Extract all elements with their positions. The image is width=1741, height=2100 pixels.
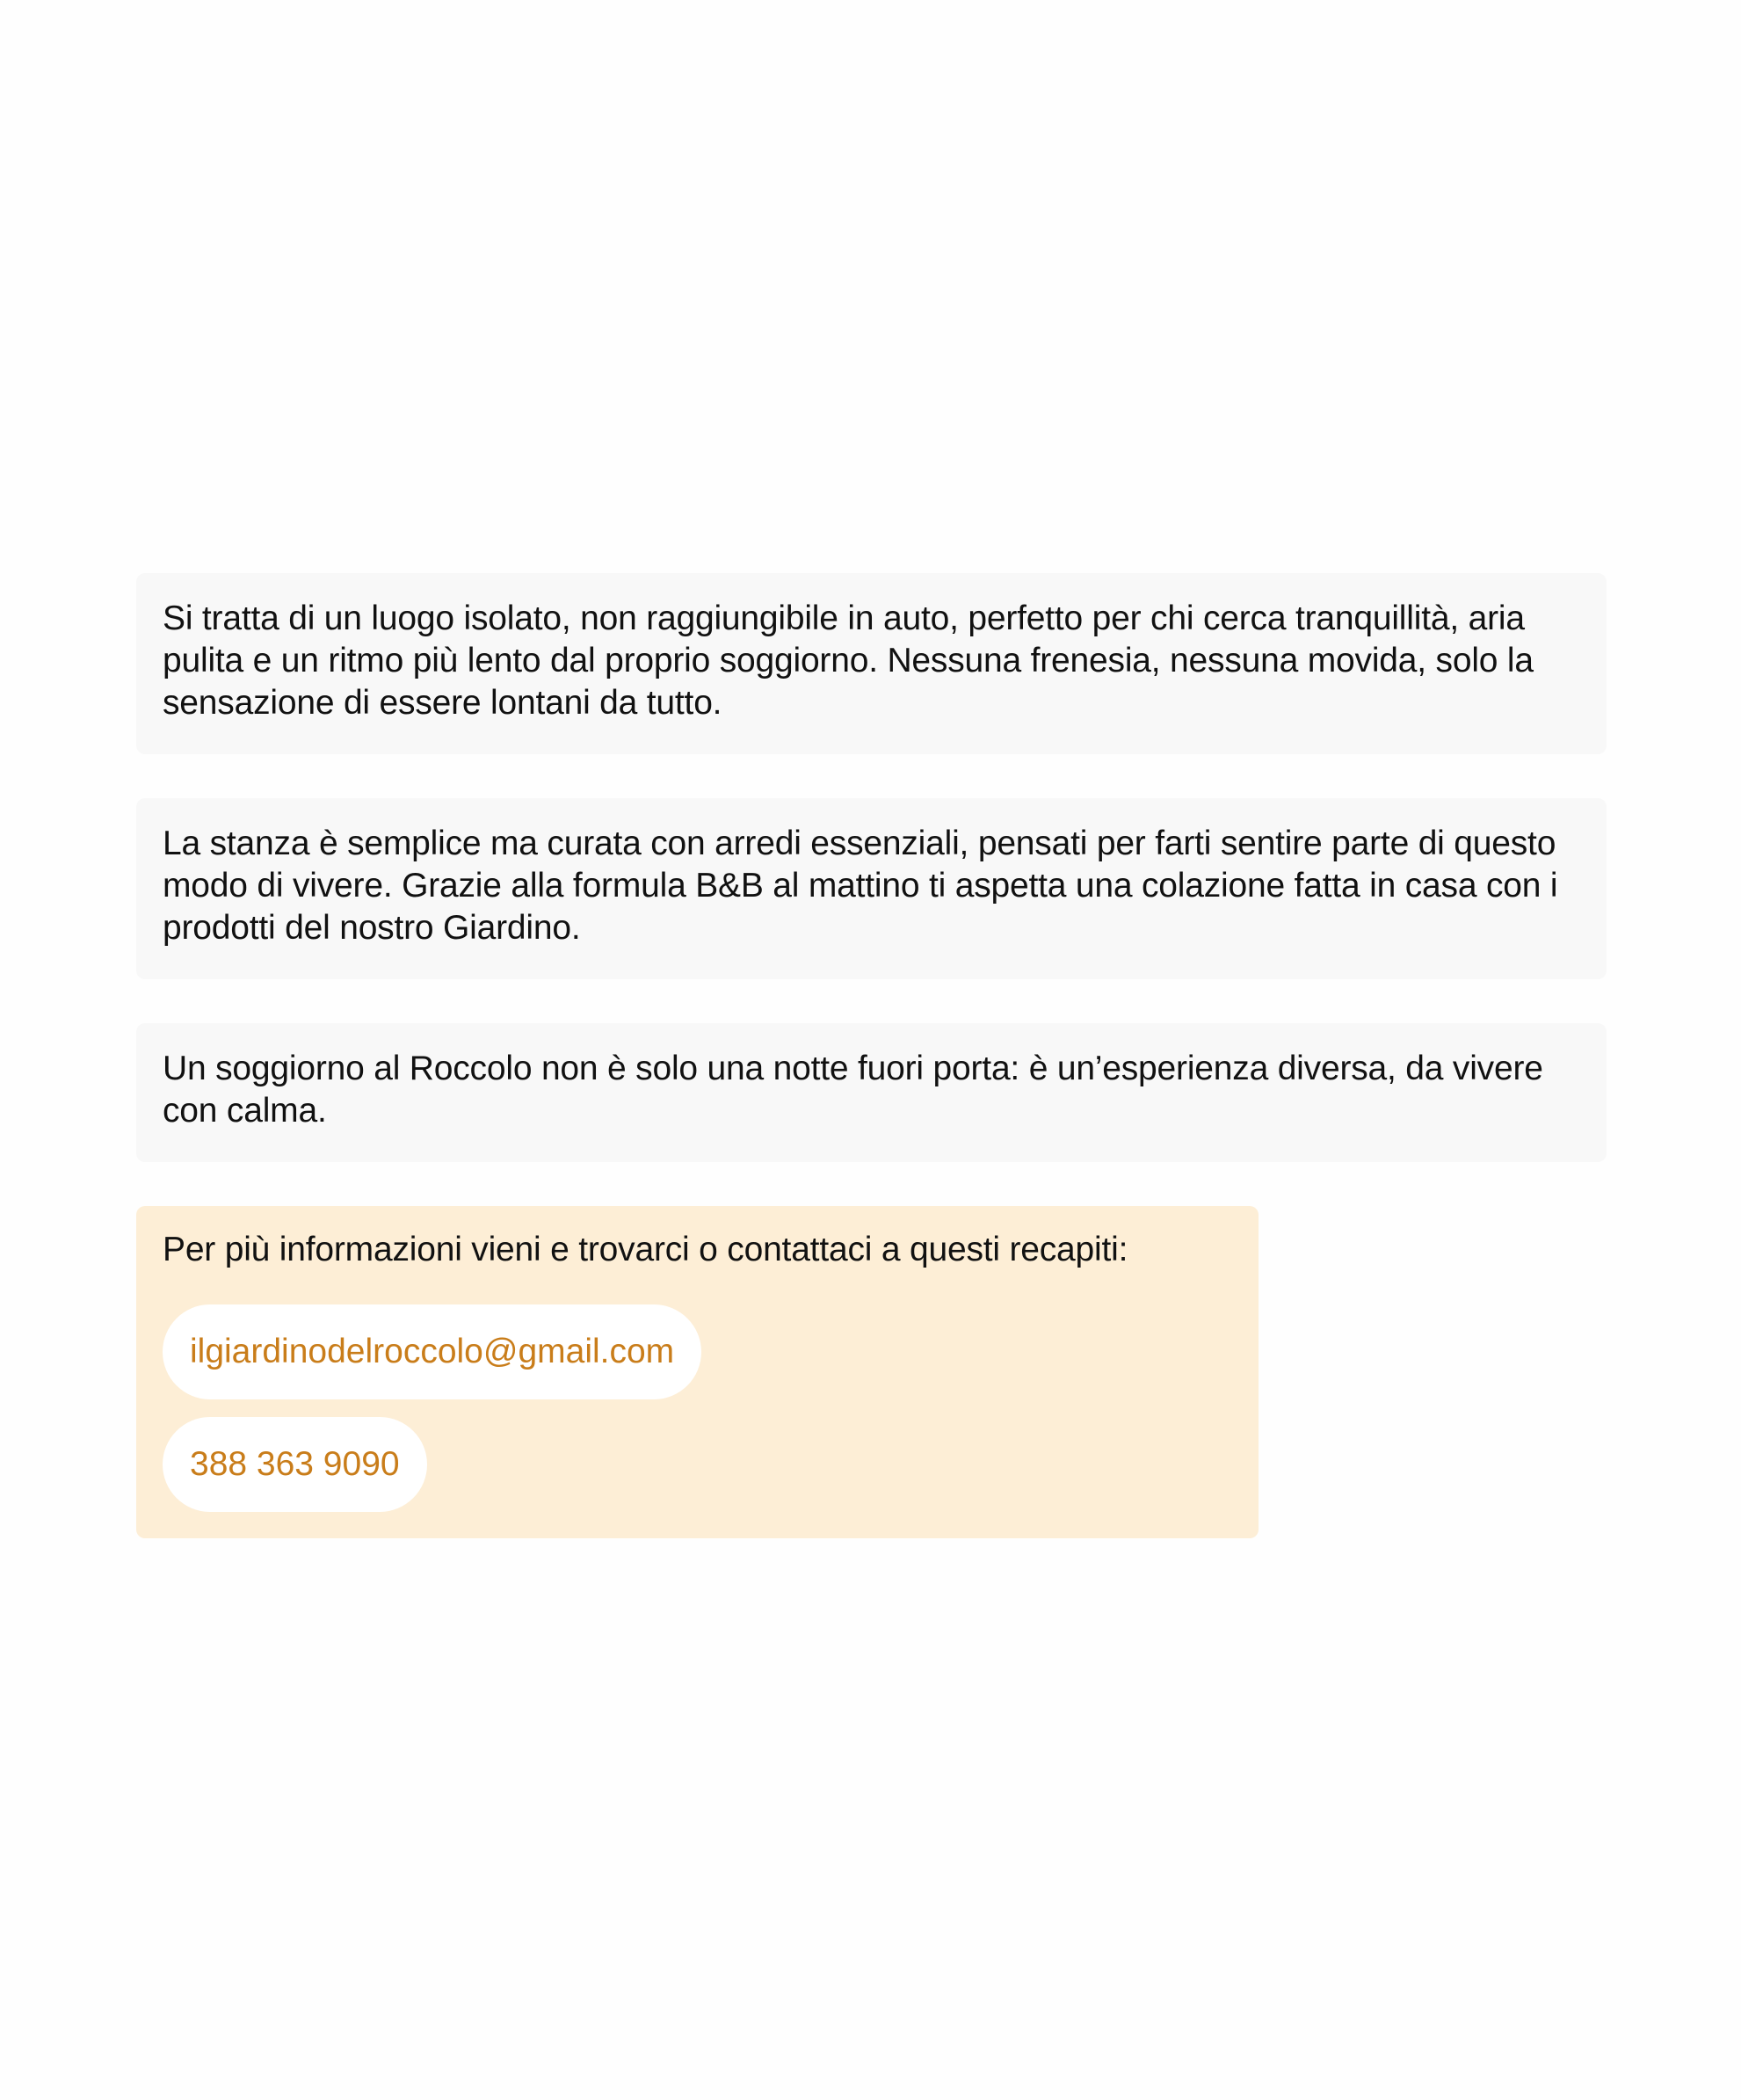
paragraph-experience: Un soggiorno al Roccolo non è solo una notte fuori porta: è un’esperienza diversa, da vivere con calma.	[163, 1050, 1543, 1130]
description-card-experience	[136, 1023, 1607, 1162]
contact-card	[136, 1206, 1259, 1538]
paragraph-room: La stanza è semplice ma curata con arredi essenziali, pensati per farti sentire parte di questo modo di vivere. Grazie alla formula B&B al mattino ti aspetta una colazione fatta in casa con i prodotti del nostro Giardino.	[163, 825, 1558, 947]
description-card-isolated-place	[136, 573, 1607, 754]
description-card-room	[136, 798, 1607, 979]
main-content	[136, 573, 1607, 1538]
email-row	[163, 1304, 1232, 1399]
email-link[interactable]: ilgiardinodelroccolo@gmail.com	[163, 1304, 701, 1399]
contact-intro: Per più informazioni vieni e trovarci o contattaci a questi recapiti:	[163, 1231, 1128, 1268]
paragraph-isolated-place: Si tratta di un luogo isolato, non raggiungibile in auto, perfetto per chi cerca tranquillità, aria pulita e un ritmo più lento dal proprio soggiorno. Nessuna frenesia, nessuna movida, solo la sensazione di essere lontani da tutto.	[163, 599, 1534, 722]
phone-row	[163, 1417, 1232, 1512]
phone-link[interactable]: 388 363 9090	[163, 1417, 427, 1512]
